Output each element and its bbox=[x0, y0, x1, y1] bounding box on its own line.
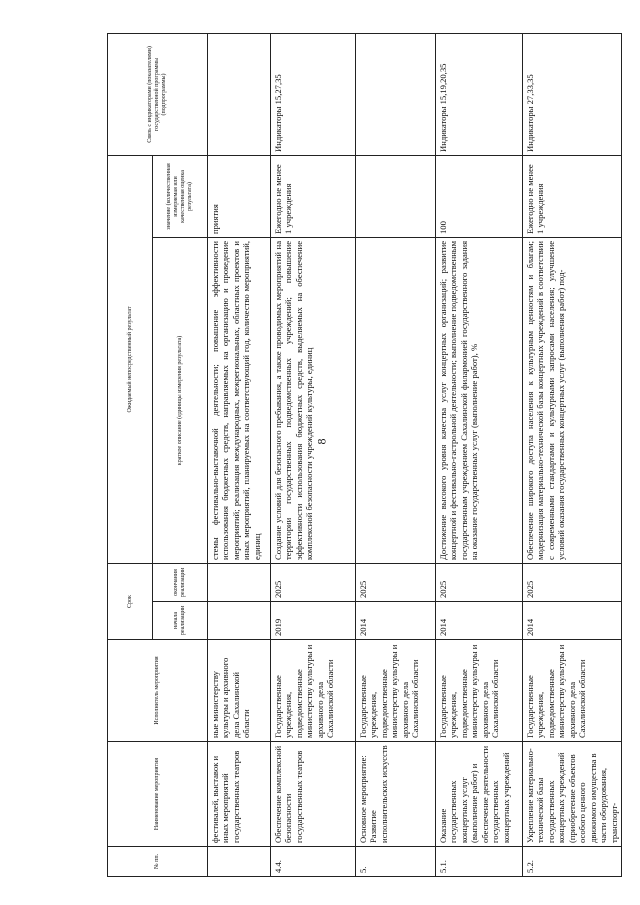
row-link bbox=[208, 33, 271, 155]
table-row bbox=[356, 33, 436, 876]
row-start: 2019 bbox=[271, 602, 356, 640]
header-link: Связь с индикаторами (показателями) государственной программы (подпрограммы) bbox=[108, 33, 208, 155]
row-result-value: Ежегодно не менее 1 учреждения bbox=[271, 155, 356, 237]
row-result-value bbox=[356, 155, 436, 237]
table-header bbox=[108, 33, 208, 876]
table-row bbox=[208, 33, 271, 876]
row-result-value: Ежегодно не менее 1 учреждения bbox=[523, 155, 622, 237]
header-term-end: окончания реализации bbox=[153, 563, 208, 601]
header-result: Ожидаемый непосредственный результат bbox=[108, 155, 153, 563]
row-num: 5. bbox=[356, 847, 436, 877]
row-link: Индикаторы 15,27,35 bbox=[271, 33, 356, 155]
row-link: Индикаторы 27,33,35 bbox=[523, 33, 622, 155]
row-name: фестивалей, выставок и иных мероприятий государственных театров bbox=[208, 742, 271, 847]
row-result-desc: стемы фестивально-выставочной деятельности; повышение эффективности использования бюджетных средств, направляемых на организацию и проведение мероприятий; реализация международных, межрегиональных, областных проектов и иных мероприятий, планируемых на соответствующий год, количество мероприятий, единиц bbox=[208, 237, 271, 563]
row-end: 2025 bbox=[356, 563, 436, 601]
row-name: Обеспечение комплексной безопасности государственных театров bbox=[271, 742, 356, 847]
row-result-desc: Создание условий для безопасного пребывания, а также проводимых мероприятий на территории государственных подведомственных учреждений; повышение эффективности использования бюджетных средств, выделяемых на обеспечение комплексной безопасности учреждений культуры, единиц bbox=[271, 237, 356, 563]
rotated-table-container bbox=[107, 34, 619, 877]
row-start: 2014 bbox=[436, 602, 523, 640]
row-result-desc: Обеспечение широкого доступа населения к культурным ценностям и благам; модернизация материально-технической базы концертных учреждений в соответствии с современными стандартами и культурными запросами населения; улучшение условий оказания государственных концертных услуг (выполнения работ) под- bbox=[523, 237, 622, 563]
row-num bbox=[208, 847, 271, 877]
row-link: Индикаторы 15,19,20,35 bbox=[436, 33, 523, 155]
header-num: № пп. bbox=[108, 847, 208, 877]
page-number: 8 bbox=[314, 438, 329, 445]
row-start: 2014 bbox=[523, 602, 622, 640]
row-link bbox=[356, 33, 436, 155]
row-executor: Государственные учреждения, подведомственные министерству культуры и архивного дела Сахалинской области bbox=[356, 640, 436, 742]
row-end: 2025 bbox=[436, 563, 523, 601]
row-num: 4.4. bbox=[271, 847, 356, 877]
row-result-value: 100 bbox=[436, 155, 523, 237]
row-start: 2014 bbox=[356, 602, 436, 640]
table-row bbox=[436, 33, 523, 876]
row-num: 5.1. bbox=[436, 847, 523, 877]
row-num: 5.2. bbox=[523, 847, 622, 877]
header-result-value: значение (количественная измеряемая или качественная оценка результата) bbox=[153, 155, 208, 237]
header-result-desc: краткое описание (единицы измерения результата) bbox=[153, 237, 208, 563]
row-executor: Государственные учреждения, подведомственные министерству культуры и архивного дела Сахалинской области bbox=[436, 640, 523, 742]
row-name: Оказание государственных концертных услуг (выполнение работ) и обеспечение деятельности государственных концертных учреждений bbox=[436, 742, 523, 847]
row-executor: Государственные учреждения, подведомственные министерству культуры и архивного дела Сахалинской области bbox=[271, 640, 356, 742]
row-executor: ные министерству культуры и архивного дела Сахалинской области bbox=[208, 640, 271, 742]
header-executor: Исполнитель мероприятия bbox=[108, 640, 208, 742]
row-end: 2025 bbox=[523, 563, 622, 601]
row-result-desc: Достижение высокого уровня качества услуг концертных организаций; развитие концертной и фестивально-гастрольной деятельности; выполнение подведомственным государственным учреждением Сахалинской филармонией государственного задания на оказание государственных услуг (выполнение работ), % bbox=[436, 237, 523, 563]
header-term: Срок bbox=[108, 563, 153, 639]
row-start bbox=[208, 602, 271, 640]
row-result-value: приятия bbox=[208, 155, 271, 237]
header-term-start: начала реализации bbox=[153, 602, 208, 640]
row-result-desc bbox=[356, 237, 436, 563]
row-name: Основное мероприятие: Развитие исполнительских искусств bbox=[356, 742, 436, 847]
row-executor: Государственные учреждения, подведомственные министерству культуры и архивного дела Сахалинской области bbox=[523, 640, 622, 742]
program-measures-table bbox=[107, 33, 622, 877]
row-end: 2025 bbox=[271, 563, 356, 601]
row-name: Укрепление материально-технической базы государственных концертных учреждений (приобретение объектов особого ценного движимого имущества в части оборудования, транспорт- bbox=[523, 742, 622, 847]
row-end bbox=[208, 563, 271, 601]
table-row bbox=[271, 33, 356, 876]
table-row bbox=[523, 33, 622, 876]
header-name: Наименование мероприятия bbox=[108, 742, 208, 847]
